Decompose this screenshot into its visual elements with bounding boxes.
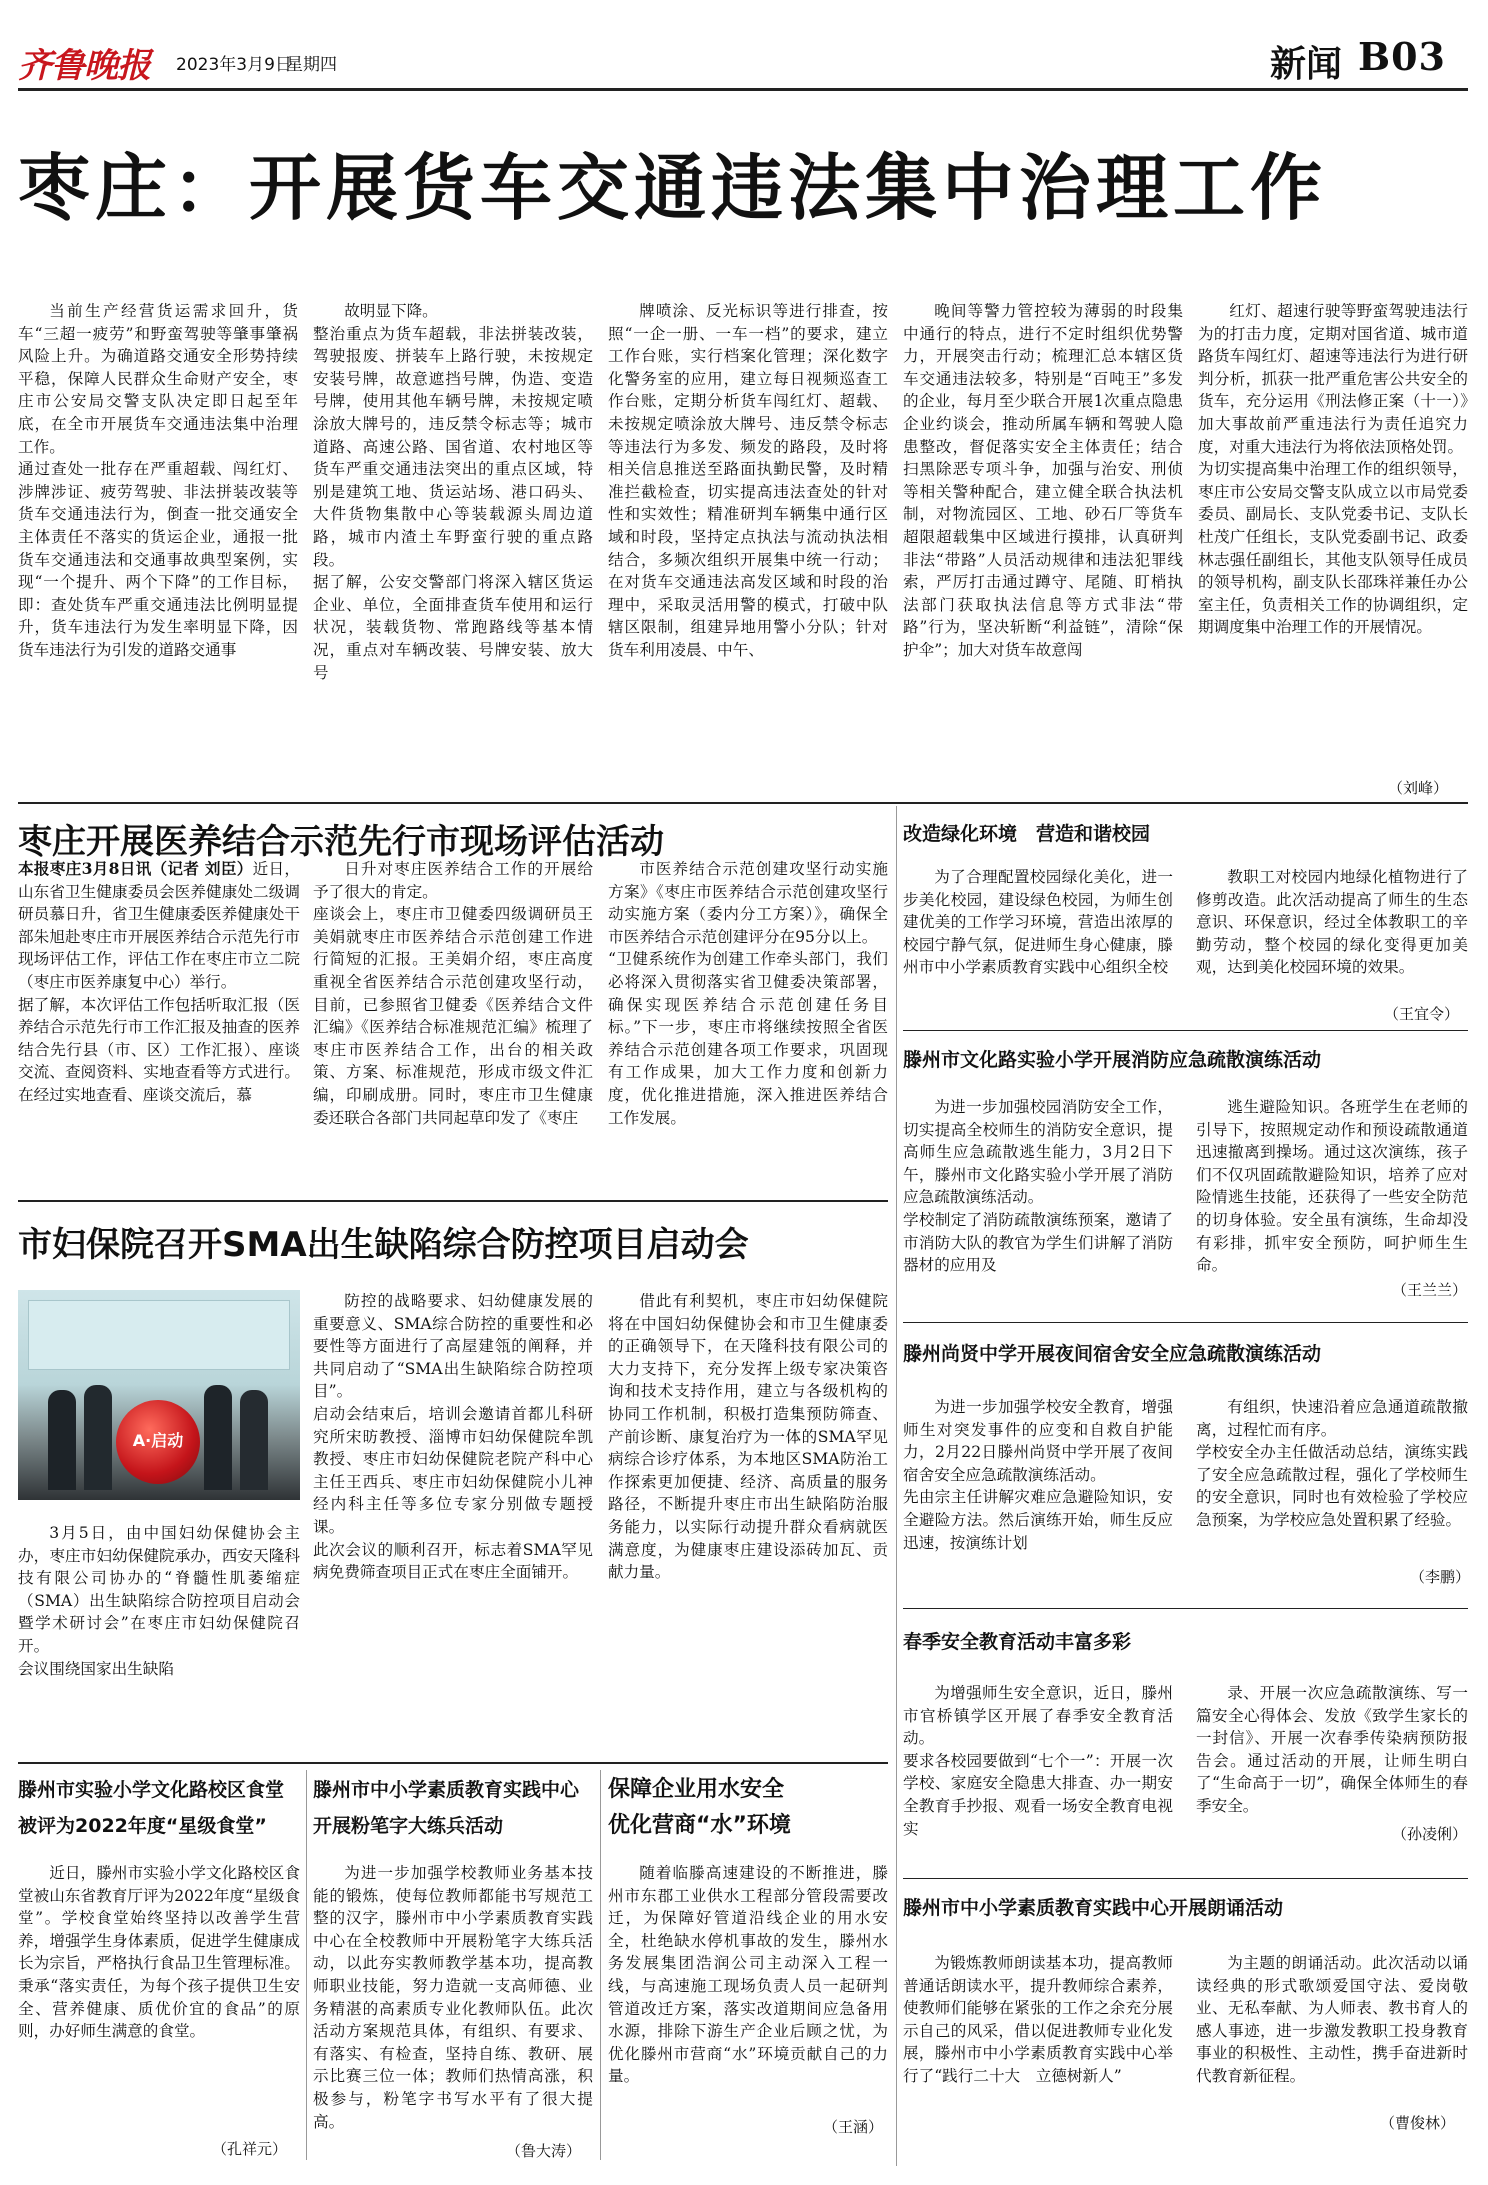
article1-author: （刘峰）: [1388, 779, 1449, 797]
article3-col2: 防控的战略要求、妇幼健康发展的重要意义、SMA综合防控的重要性和必要性等方面进行了高屋建瓴的阐释，并共同启动了“SMA出生缺陷综合防控项目”。 启动会结束后，培训会邀请首都儿科研究所宋昉教授、淄博市妇幼保健院牟凯教授、枣庄市妇幼保健院老院产科中心主任王西兵、枣庄市妇幼保健院小儿神经内科主任等多位专家分别做专题授课。 此次会议的顺利召开，标志着SMA罕见病免费筛查项目正式在枣庄全面铺开。: [313, 1292, 593, 1582]
article10-title: 春季安全教育活动丰富多彩: [903, 1631, 1132, 1653]
divider-5: [903, 1322, 1468, 1323]
article1-col4: 晚间等警力管控较为薄弱的时段集中通行的特点，进行不定时组织优势警力，开展突击行动；梳理汇总本辖区货车交通违法较多，特别是“百吨王”多发的企业，每月至少联合开展1次重点隐患企业约谈会，推动所属车辆和驾驶人隐患整改，督促落实安全主体责任；结合扫黑除恶专项斗争，加强与治安、刑侦等相关警种配合，建立健全联合执法机制，对物流园区、工地、砂石厂等货车超限超载集中区域进行摸排，认真研判非法“带路”人员活动规律和违法犯罪线索，严厉打击通过蹲守、尾随、盯梢执法部门获取执法信息等方式非法“带路”行为，坚决斩断“利益链”，清除“保护伞”；加大对货车故意闯: [903, 302, 1183, 659]
article6-title-line1: 保障企业用水安全: [608, 1777, 785, 1802]
article9-col2: 有组织，快速沿着应急通道疏散撤离，过程忙而有序。 学校安全办主任做活动总结，演练实践了安全应急疏散过程，强化了学校师生的安全意识，同时也有效检验了学校应急预案，为学校应急处置积累了经验。: [1196, 1398, 1468, 1529]
article4-body: 近日，滕州市实验小学文化路校区食堂被山东省教育厅评为2022年度“星级食堂”。学校食堂始终坚持以改善学生营养，增强学生身体素质，促进学生健康成长为宗旨，严格执行食品卫生管理标准。秉承“落实责任，为每个孩子提供卫生安全、营养健康、质优价宜的食品”的原则，办好师生满意的食堂。: [18, 1864, 300, 2041]
article5-author: （鲁大涛）: [506, 2142, 582, 2160]
article9-col1: 为进一步加强学校安全教育，增强师生对突发事件的应变和自救自护能力，2月22日滕州尚贤中学开展了夜间宿舍安全应急疏散演练活动。 先由宗主任讲解灾难应急避险知识，安全避险方法。然后演练开始，师生反应迅速，按演练计划: [903, 1398, 1173, 1552]
article4-title-line1: 滕州市实验小学文化路校区食堂: [18, 1779, 285, 1801]
sidebar-separator: [896, 806, 897, 2166]
article2-dateline: 本报枣庄3月8日讯（记者 刘臣）: [18, 859, 253, 878]
main-headline: 枣庄：开展货车交通违法集中治理工作: [18, 145, 1328, 230]
photo-banner-text: A·启动: [132, 1431, 184, 1450]
masthead: [18, 30, 1468, 90]
article3-col3: 借此有利契机，枣庄市妇幼保健院将在中国妇幼保健协会和市卫生健康委的正确领导下，在天隆科技有限公司的大力支持下，充分发挥上级专家决策咨询和技术支持作用，建立与各级机构的协同工作机制，积极打造集预防筛查、产前诊断、康复治疗为一体的SMA罕见病综合诊疗体系，为本地区SMA防治工作探索更加便捷、经济、高质量的服务路径，不断提升枣庄市出生缺陷防治服务能力，以实际行动提升群众看病就医满意度，为健康枣庄建设添砖加瓦、贡献力量。: [608, 1292, 888, 1582]
photo-backdrop: [28, 1300, 290, 1370]
article10-col1: 为增强师生安全意识，近日，滕州市官桥镇学区开展了春季安全教育活动。 要求各校园要做到“七个一”：开展一次学校、家庭安全隐患大排查、办一期安全教育手抄报、观看一场安全教育电视实: [903, 1684, 1173, 1838]
masthead-rule: [18, 88, 1468, 91]
article8-col2: 逃生避险知识。各班学生在老师的引导下，按照规定动作和预设疏散通道迅速撤离到操场。通过这次演练，孩子们不仅巩固疏散避险知识，培养了应对险情逃生技能，还获得了一些安全防范的切身体验。安全虽有演练，生命却没有彩排，抓牢安全预防，呵护师生生命。: [1196, 1098, 1468, 1275]
article11-author: （曹俊林）: [1380, 2114, 1456, 2132]
article9-author: （李鹏）: [1410, 1568, 1471, 1586]
event-photo: [18, 1290, 300, 1500]
photo-person-3: [204, 1385, 232, 1490]
article4-title-line2: 被评为2022年度“星级食堂”: [18, 1815, 267, 1837]
article2-col1: [18, 858, 300, 1198]
divider-1: [18, 802, 1468, 804]
divider-7: [903, 1878, 1468, 1879]
article6-title-line2: 优化营商“水”环境: [608, 1813, 791, 1838]
photo-person-1: [48, 1390, 76, 1490]
article7-col2: 教职工对校园内地绿化植物进行了修剪改造。此次活动提高了师生的生态意识、环保意识，经过全体教职工的辛勤劳动，整个校园的绿化变得更加美观，达到美化校园环境的效果。: [1196, 868, 1468, 977]
article5-body: 为进一步加强学校教师业务基本技能的锻炼，使每位教师都能书写规范工整的汉字，滕州市中小学素质教育实践中心在全校教师中开展粉笔字大练兵活动，以此夯实教师教学基本功，提高教师职业技能，努力造就一支高师德、业务精湛的高素质专业化教师队伍。此次活动方案规范具体，有组织、有要求、有落实、有检查，坚持自练、教研、展示比赛三位一体；教师们热情高涨，积极参与，粉笔字书写水平有了很大提高。: [313, 1864, 593, 2131]
article9-title: 滕州尚贤中学开展夜间宿舍安全应急疏散演练活动: [903, 1343, 1322, 1365]
article4-author: （孔祥元）: [212, 2140, 288, 2158]
section-name: 新闻: [1270, 43, 1343, 85]
brief-separator-2: [600, 1770, 601, 2160]
article7-title: 改造绿化环境 营造和谐校园: [903, 823, 1151, 845]
article3-col1: 3月5日，由中国妇幼保健协会主办，枣庄市妇幼保健院承办，西安天隆科技有限公司协办的“脊髓性肌萎缩症（SMA）出生缺陷综合防控项目启动会暨学术研讨会”在枣庄市妇幼保健院召开。 会议围绕国家出生缺陷: [18, 1524, 300, 1678]
divider-6: [903, 1608, 1468, 1609]
page-number: B03: [1358, 34, 1446, 79]
article5-title-line2: 开展粉笔字大练兵活动: [313, 1815, 504, 1837]
article8-col1: 为进一步加强校园消防安全工作，切实提高全校师生的消防安全意识，提高师生应急疏散逃生能力，3月2日下午，滕州市文化路实验小学开展了消防应急疏散演练活动。 学校制定了消防疏散演练预案，邀请了市消防大队的教官为学生们讲解了消防器材的应用及: [903, 1098, 1173, 1275]
article11-col1: 为锻炼教师朗读基本功，提高教师普通话朗读水平，提升教师综合素养，使教师们能够在紧张的工作之余充分展示自己的风采，借以促进教师专业化发展，滕州市中小学素质教育实践中心举行了“践行二十大 立德树新人”: [903, 1954, 1173, 2085]
article7-col1: 为了合理配置校园绿化美化，进一步美化校园，建设绿色校园，为师生创建优美的工作学习环境，营造出浓厚的校园宁静气氛，促进师生身心健康，滕州市中小学素质教育实践中心组织全校: [903, 868, 1173, 977]
article5-title-line1: 滕州市中小学素质教育实践中心: [313, 1779, 580, 1801]
brief-separator-1: [306, 1770, 307, 2160]
newspaper-logo: 齐鲁晚报: [18, 46, 150, 86]
article6-author: （王涵）: [823, 2118, 884, 2136]
article2-col2: 日升对枣庄医养结合工作的开展给予了很大的肯定。 座谈会上，枣庄市卫健委四级调研员王美娟就枣庄市医养结合示范创建工作进行简短的汇报。王美娟介绍，枣庄高度重视全省医养结合示范创建攻坚行动，目前，已参照省卫健委《医养结合文件汇编》《医养结合标准规范汇编》梳理了枣庄市医养结合工作，出台的相关政策、方案、标准规范，形成市级文件汇编，印刷成册。同时，枣庄市卫生健康委还联合各部门共同起草印发了《枣庄: [313, 860, 593, 1127]
article2-col3: 市医养结合示范创建攻坚行动实施方案》《枣庄市医养结合示范创建攻坚行动实施方案（委内分工方案）》，确保全市医养结合示范创建评分在95分以上。 “卫健系统作为创建工作牵头部门，我们必将深入贯彻落实省卫健委决策部署，确保实现医养结合示范创建任务目标。”下一步，枣庄市将继续按照全省医养结合示范创建各项工作要求，巩固现有工作成果，加大工作力度和创新力度，优化推进措施，深入推进医养结合工作发展。: [608, 860, 888, 1127]
article8-author: （王兰兰）: [1392, 1281, 1468, 1299]
article1-col1: 当前生产经营货运需求回升，货车“三超一疲劳”和野蛮驾驶等肇事肇祸风险上升。为确道路交通安全形势持续平稳，保障人民群众生命财产安全，枣庄市公安局交警支队决定即日起至年底，在全市开展货车交通违法集中治理工作。 通过查处一批存在严重超载、闯红灯、涉牌涉证、疲劳驾驶、非法拼装改装等货车交通违法行为，倒查一批交通安全主体责任不落实的货运企业，通报一批货车交通违法和交通事故典型案例，实现“一个提升、两个下降”的工作目标，即：查处货车严重交通违法比例明显提升，货车违法行为发生率明显下降，因货车违法行为引发的道路交通事: [18, 302, 298, 659]
article2-title: 枣庄开展医养结合示范先行市现场评估活动: [18, 822, 664, 862]
article10-col2: 录、开展一次应急疏散演练、写一篇安全心得体会、发放《致学生家长的一封信》、开展一次春季传染病预防报告会。通过活动的开展，让师生明白了“生命高于一切”，确保全体师生的春季安全。: [1196, 1684, 1468, 1815]
article8-title: 滕州市文化路实验小学开展消防应急疏散演练活动: [903, 1049, 1322, 1071]
article1-col5: 红灯、超速行驶等野蛮驾驶违法行为的打击力度，定期对国省道、城市道路货车闯红灯、超速等违法行为进行研判分析，抓获一批严重危害公共安全的货车，充分运用《刑法修正案（十一）》加大事故前严重违法行为责任追究力度，对重大违法行为将依法顶格处罚。 为切实提高集中治理工作的组织领导，枣庄市公安局交警支队成立以市局党委委员、副局长、支队党委书记、支队长杜茂广任组长，支队党委副书记、政委林志强任副组长，其他支队领导任成员的领导机构，副支队长邵珠祥兼任办公室主任，负责相关工作的协调组织，定期调度集中治理工作的开展情况。: [1198, 302, 1468, 637]
article1-col2: 故明显下降。 整治重点为货车超载，非法拼装改装，驾驶报废、拼装车上路行驶，未按规定安装号牌，故意遮挡号牌，伪造、变造号牌，使用其他车辆号牌，未按规定喷涂放大牌号的，违反禁令标志等；城市道路、高速公路、国省道、农村地区等货车严重交通违法突出的重点区域，特别是建筑工地、货运站场、港口码头、大件货物集散中心等装载源头周边道路，城市内渣土车野蛮行驶的重点路段。 据了解，公安交警部门将深入辖区货运企业、单位，全面排查货车使用和运行状况，装载货物、常跑路线等基本情况，重点对车辆改装、号牌安装、放大号: [313, 302, 593, 682]
article11-title: 滕州市中小学素质教育实践中心开展朗诵活动: [903, 1897, 1284, 1919]
article2-lead: 近日，山东省卫生健康委员会医养健康处二级调研员慕日升，省卫生健康委医养健康处干部朱旭赴枣庄市开展医养结合示范先行市现场评估工作，评估工作在枣庄市立二院（枣庄市医养康复中心）举行。 据了解，本次评估工作包括听取汇报（医养结合示范先行市工作汇报及抽查的医养结合先行县（市、区）工作汇报）、座谈交流、查阅资料、实地查看等方式进行。在经过实地查看、座谈交流后，慕: [18, 860, 300, 1104]
photo-person-2: [84, 1385, 112, 1490]
article10-author: （孙凌俐）: [1392, 1825, 1468, 1843]
article6-body: 随着临滕高速建设的不断推进，滕州市东郡工业供水工程部分管段需要改迁，为保障好管道沿线企业的用水安全，杜绝缺水停机事故的发生，滕州水务发展集团浩润公司主动深入工程一线，与高速施工现场负责人员一起研判管道改迁方案，落实改道期间应急备用水源，排除下游生产企业后顾之忧，为优化滕州市营商“水”环境贡献自己的力量。: [608, 1864, 888, 2086]
issue-date: 2023年3月9日: [176, 55, 292, 75]
divider-4: [903, 1030, 1468, 1031]
divider-3: [18, 1762, 888, 1764]
article7-author: （王宜令）: [1384, 1005, 1460, 1023]
article1-col3: 牌喷涂、反光标识等进行排查，按照“一企一册、一车一档”的要求，建立工作台账，实行档案化管理；深化数字化警务室的应用，建立每日视频巡查工作台账，定期分析货车闯红灯、超载、未按规定喷涂放大牌号、违反禁令标志等违法行为多发、频发的路段，及时将相关信息推送至路面执勤民警，及时精准拦截检查，切实提高违法查处的针对性和实效性；精准研判车辆集中通行区域和时段，坚持定点执法与流动执法相结合，多频次组织开展集中统一行动；在对货车交通违法高发区域和时段的治理中，采取灵活用警的模式，打破中队辖区限制，组建异地用警小分队；针对货车利用凌晨、中午、: [608, 302, 888, 659]
article3-title: 市妇保院召开SMA出生缺陷综合防控项目启动会: [18, 1225, 749, 1265]
issue-weekday: 星期四: [286, 55, 337, 75]
photo-person-4: [240, 1390, 268, 1490]
divider-2: [18, 1200, 888, 1202]
article11-col2: 为主题的朗诵活动。此次活动以诵读经典的形式歌颂爱国守法、爱岗敬业、无私奉献、为人师表、教书育人的感人事迹，进一步激发教职工投身教育事业的积极性、主动性，携手奋进新时代教育新征程。: [1196, 1954, 1468, 2085]
